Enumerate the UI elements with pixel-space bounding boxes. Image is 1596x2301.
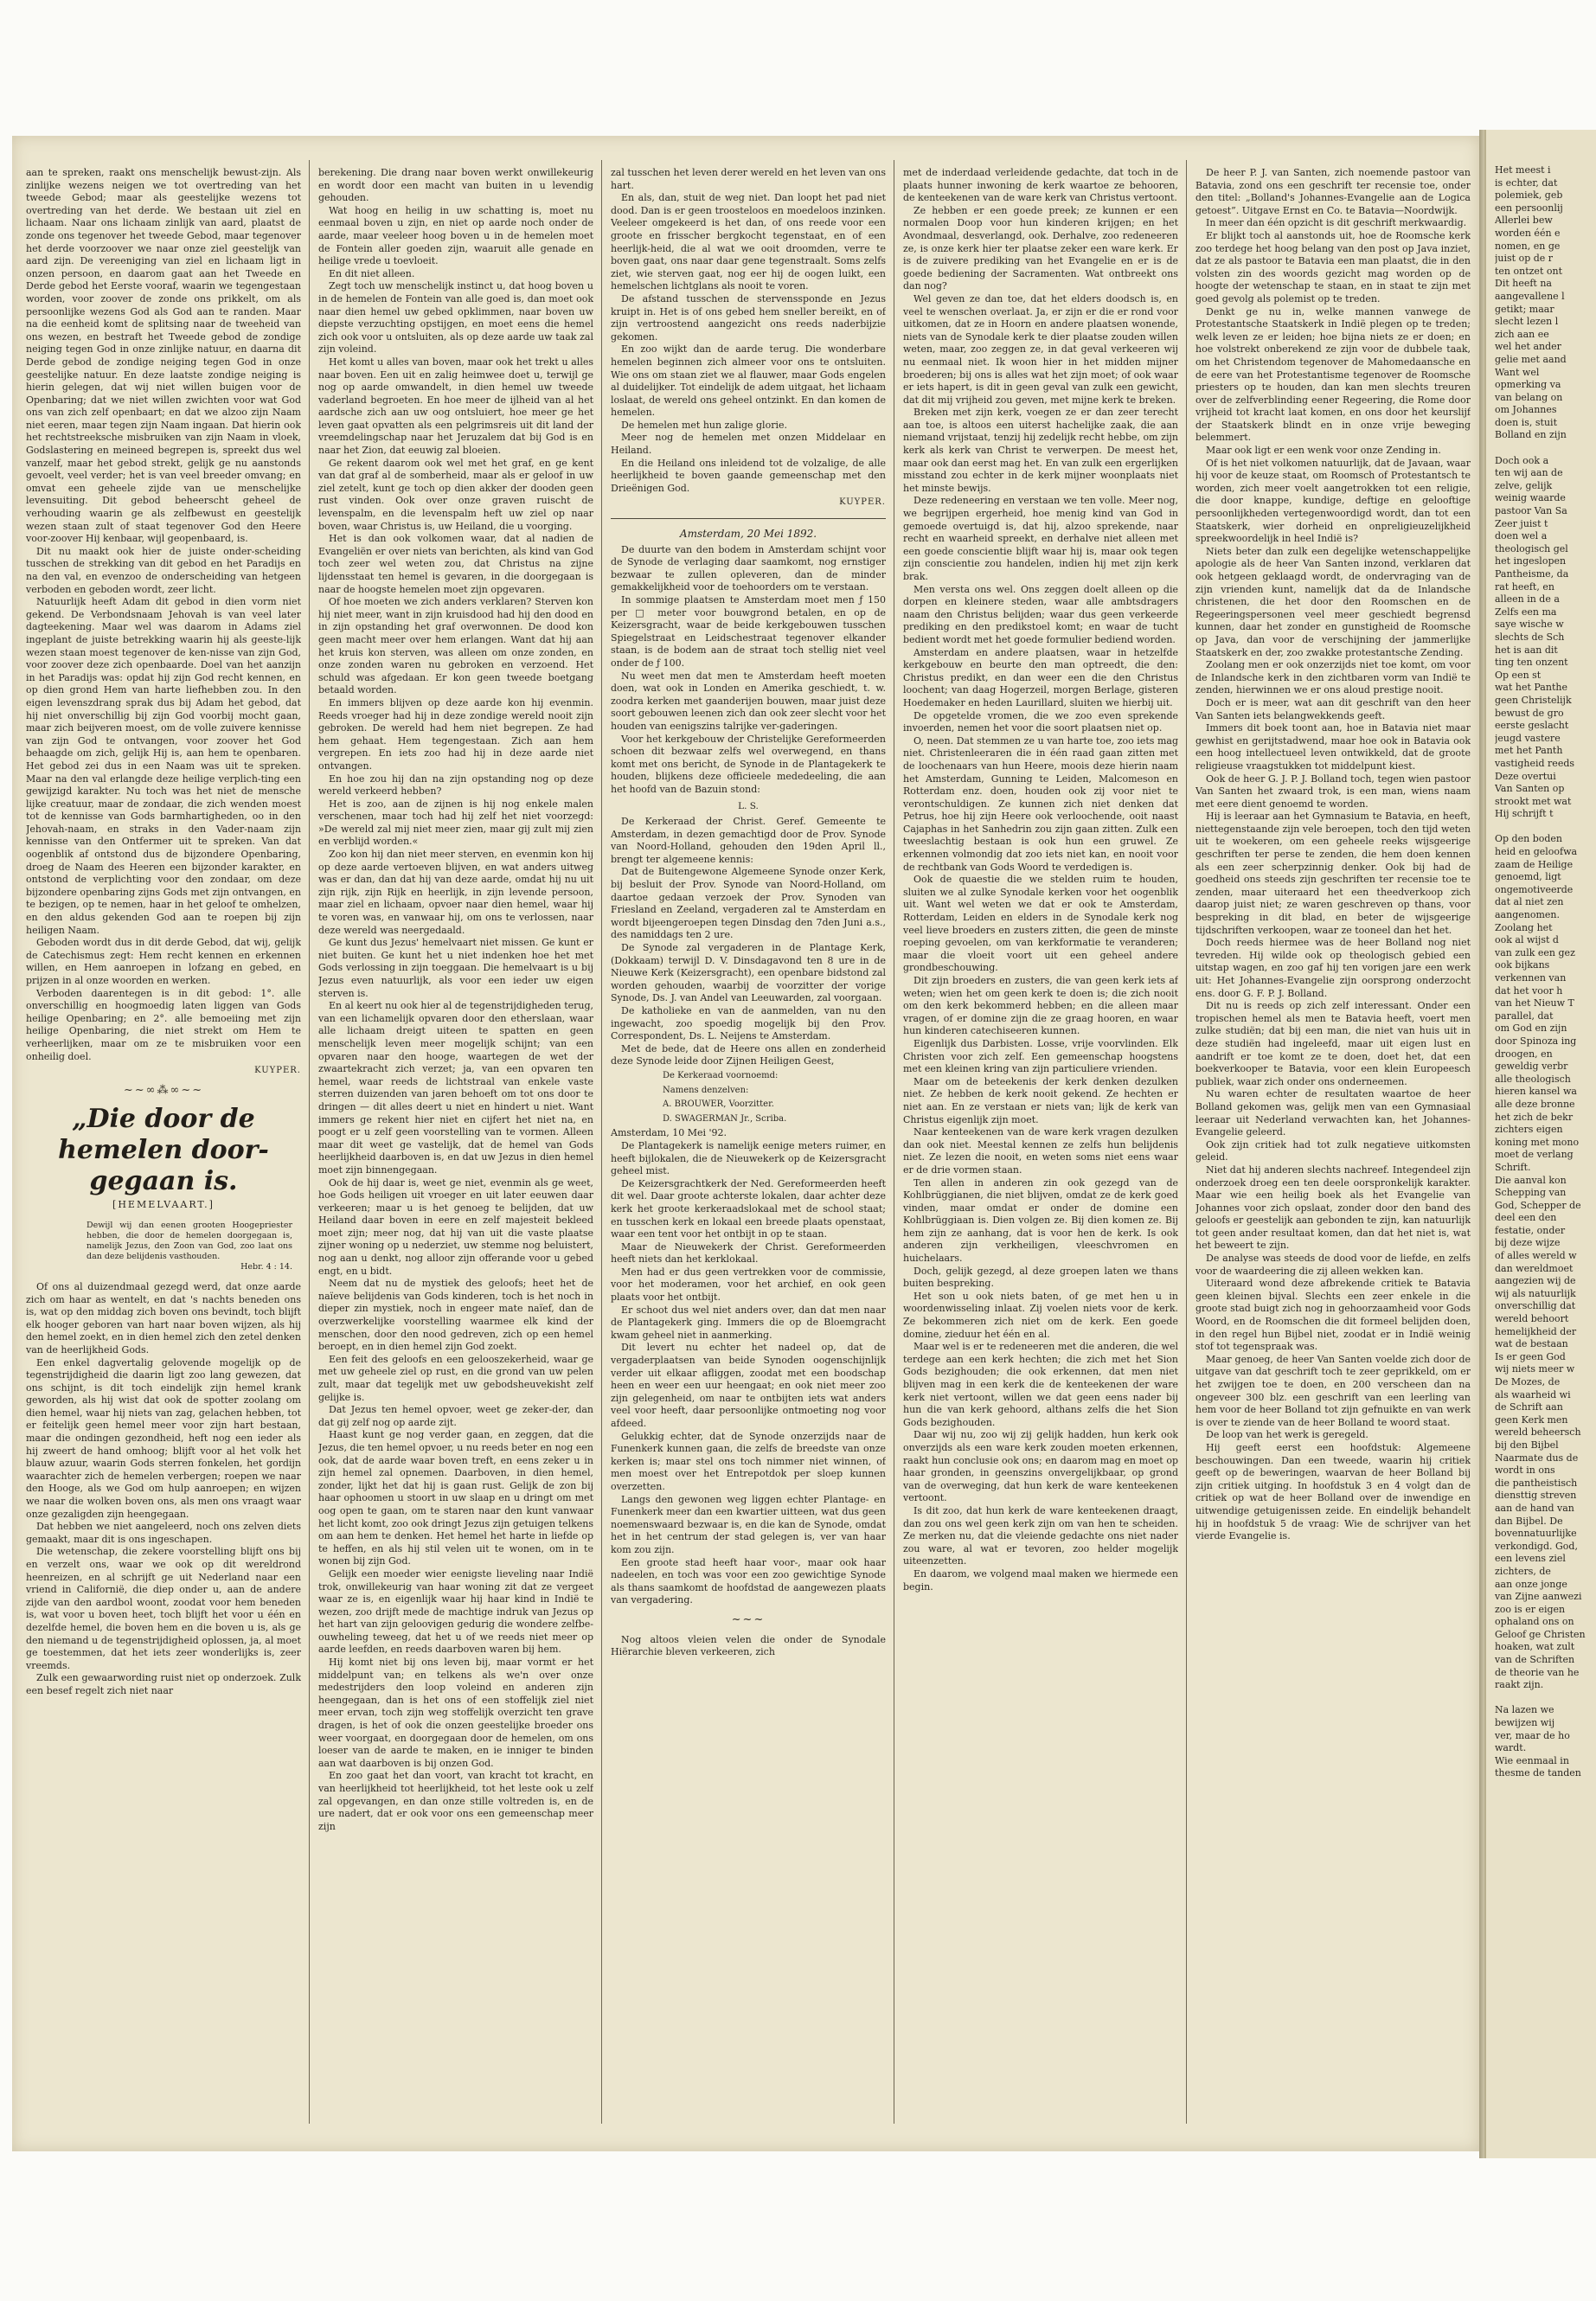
paragraph: Doch reeds hiermee was de heer Bolland nog niet tevreden. Hij wilde ook op theologisch gebied een uitstap wagen, en zoo gaf hij ten vorigen jare een werk uit: Het Johannes-Evangelie zijn oorsprong onderzocht ens. door G. F. P. J. Bolland. bbox=[1195, 937, 1471, 999]
paragraph: Het is zoo, aan de zijnen is hij nog enkele malen verschenen, maar toch had hij zelf het niet voorzegd: »De wereld zal mij niet meer zien, maar gij zult mij zien en verblijd worden.« bbox=[318, 798, 593, 848]
fragment-line: die pantheistisch bbox=[1495, 1477, 1578, 1489]
fragment-line: wel het ander bbox=[1495, 341, 1561, 353]
paragraph: Niets beter dan zulk een degelijke wetenschappelijke apologie als de heer Van Santen inzond, verklaren dat ook hetgeen geklaagd wordt, de ondervraging van de zijn vrienden kunt, namelijk dat da de Inlandsche christenen, die het door den Roomschen en de Regeeringspersonen veel meer geschiedt begrensd kunnen, daar het zonder en gunstigheid de Roomsche op Java, dan voor de verschijning der jammerlijke Staatskerk en der, zoo zwakke protestantsche Zending. bbox=[1195, 545, 1471, 658]
paragraph: Doch er is meer, wat aan dit geschrift van den heer Van Santen iets belangwekkends geeft. bbox=[1195, 696, 1471, 721]
paragraph: Ook de quaestie die we stelden ruim te houden, sluiten we al zulke Synodale kerken voor het oogenblik uit. Want wel weten we dat er ook te Amsterdam, Rotterdam, Leiden en elders in de Synodale kerk nog veel lieve broeders en zusters zitten, die geen de minste roeping gevoelen, om van kerkformatie te veranderen; maar die vloeit voort uit een geheel andere grondbeschouwing. bbox=[903, 874, 1178, 974]
fragment-line: dat al niet zen bbox=[1495, 896, 1564, 908]
section-rule bbox=[611, 518, 886, 519]
fragment-line: heid en geloofwa bbox=[1495, 846, 1578, 858]
paragraph: zal tusschen het leven derer wereld en het leven van ons hart. bbox=[611, 167, 886, 191]
signatory-line: A. BROUWER, Voorzitter. bbox=[663, 1099, 774, 1110]
fragment-line: Dit heeft na bbox=[1495, 278, 1552, 290]
fragment-line: een levens ziel bbox=[1495, 1553, 1566, 1565]
paragraph: berekening. Die drang naar boven werkt onwillekeurig en wordt door een macht van buiten in u levendig gehouden. bbox=[318, 167, 593, 204]
fragment-line: raakt zijn. bbox=[1495, 1679, 1544, 1691]
signatory-line: De Kerkeraad voornoemd: bbox=[663, 1070, 779, 1080]
fragment-line: aan de hand van bbox=[1495, 1502, 1574, 1514]
paragraph: met de inderdaad verleidende gedachte, dat toch in de plaats hunner inwoning de kerk waartoe ze behooren, de kenteekenen van de ware kerk van Christus vertoont. bbox=[903, 167, 1178, 204]
paragraph: De hemelen met hun zalige glorie. bbox=[621, 419, 787, 431]
paragraph: Gelijk een moeder wier eenigste lieveling naar Indië trok, onwillekeurig van haar woning zit dat ze vergeet waar ze is, en eigenlijk waar hij haar kind in Indië te wezen, zoo drijft mede de machtige indruk van Jezus op het hart van zijn geloovigen gedurig die wondere zelfbe-ouwheling teweeg, dat het u of we reeds niet meer op aarde leefden, en reeds daarboven waren bij hem. bbox=[318, 1567, 593, 1656]
fragment-line: hemelijkheid der bbox=[1495, 1325, 1577, 1337]
paragraph: En die Heiland ons inleidend tot de volzalige, de alle heerlijkheid te boven gaande gemeenschap met den Drieënigen God. bbox=[611, 457, 886, 494]
paragraph: Dat hebben we niet aangeleerd, noch ons zelven diets gemaakt, maar dit is ons ingeschapen. bbox=[26, 1521, 301, 1545]
fragment-line: Pantheisme, da bbox=[1495, 568, 1569, 580]
fragment-line: slechts de Sch bbox=[1495, 631, 1565, 643]
fragment-line: De Mozes, de bbox=[1495, 1376, 1561, 1388]
fragment-line: van de Schriften bbox=[1495, 1654, 1575, 1666]
fragment-line: Bolland en zijn bbox=[1495, 429, 1567, 441]
paragraph: Maar wel is er te redeneeren met die anderen, die wel terdege aan een kerk hechten; die zich met het Sion Gods bezighouden; die ook erkennen, dat men niet blijven mag in een kerk die de kenteekenen der ware kerk niet vertoont, willen we dat geen eens nader bij hun die van kerk gehoord, althans zelfs die het Sion Gods bezighouden. bbox=[903, 1341, 1178, 1428]
fragment-line: zaam de Heilige bbox=[1495, 858, 1574, 870]
fragment-line: moet de verlang bbox=[1495, 1149, 1574, 1161]
fragment-line bbox=[1495, 1692, 1596, 1705]
fragment-line: aan onze jonge bbox=[1495, 1578, 1567, 1590]
fragment-line: met het Panth bbox=[1495, 745, 1563, 757]
paragraph: Amsterdam, 10 Mei '92. bbox=[611, 1127, 727, 1139]
fragment-line: ten wij aan de bbox=[1495, 467, 1563, 479]
fragment-line: wordt in ons bbox=[1495, 1465, 1555, 1477]
fragment-line: Want wel bbox=[1495, 366, 1540, 378]
paragraph: Ze hebben er een goede preek; ze kunnen er een normalen Doop voor hun kinderen krijgen; en het Avondmaal, desverlangd, ook. Derhalve, zoo redeneeren ze, is onze kerk hier ter plaatse zeker een ware kerk. Er is de zuivere prediking van het Evangelie en er is de goede bediening der Sacramenten. Wat ontbreekt ons dan nog? bbox=[903, 204, 1178, 292]
paragraph: Immers dit boek toont aan, hoe in Batavia niet maar gewhist en gerijtstadwend, maar hoe ook in Batavia ook een hoog intellectueel leven ontwikkeld, dat de groote religieuse vraagstukken tot middelpunt kiest. bbox=[1195, 722, 1471, 772]
fragment-line: dat het voor h bbox=[1495, 984, 1563, 997]
fragment-line: saye wische w bbox=[1495, 619, 1564, 631]
paragraph: Of is het niet volkomen natuurlijk, dat de Javaan, waar hij voor de keuze staat, om Roomsch of Protestantsch te worden, zich meer voelt aangetrokken tot een religie, die door knappe, kundige, deftige en gelooftige persoonlijkheden vertegenwoordigd wordt, dan tot een Staatskerk, wier dorheid en onpreligieuzelijkheid spreekwoordelijk in heel Indië is? bbox=[1195, 457, 1471, 545]
column-rule bbox=[601, 160, 602, 2124]
fragment-line: verkennen van bbox=[1495, 972, 1567, 984]
epigraph bbox=[87, 1221, 292, 1272]
fragment-line: wereld behoort bbox=[1495, 1313, 1569, 1325]
fragment-line: Geloof ge Christen bbox=[1495, 1628, 1586, 1640]
fragment-line: thesme de tanden bbox=[1495, 1767, 1581, 1779]
newspaper-page bbox=[12, 136, 1480, 2151]
column-rule bbox=[309, 160, 310, 2124]
paragraph: Zulk een gewaarwording ruist niet op onderzoek. Zulk een besef regelt zich niet naar bbox=[26, 1672, 301, 1696]
article-headline: „Die door de hemelen door-gegaan is. bbox=[58, 1104, 269, 1197]
fragment-line: hieren kansel wa bbox=[1495, 1086, 1577, 1098]
paragraph: Denkt ge nu in, welke mannen vanwege de Protestantsche Staatskerk in Indië plegen op te treden; welk leven ze er leiden; hoe bijna niets ze er doen; en hoe volstrekt onberekend ze zijn voor de dubbele taak, om het Christendom tegenover de Mahomedaansche en de eere van het Protestantisme tegenover de Roomsche priesters op te houden, dan kan men slechts treuren over de zelfverblinding eener Regeering, die Rome door vrijheid tot kracht laat komen, en ons door het keurslijf der Staatskerk blindt en in onze vrije beweging belemmert. bbox=[1195, 305, 1471, 444]
fragment-line: het ingeslopen bbox=[1495, 555, 1567, 567]
fragment-line: juist op de r bbox=[1495, 253, 1554, 265]
fragment-line: Naarmate dus de bbox=[1495, 1452, 1579, 1464]
fragment-line: doen is, stuit bbox=[1495, 416, 1557, 428]
fragment-line: gelie met aand bbox=[1495, 353, 1567, 365]
paragraph: Daar wij nu, zoo wij zij gelijk hadden, hun kerk ook onverzijds als een ware kerk zouden moeten erkennen, raakt hun conclusie ook ons; en daarom mag en moet op haar gronden, in geenszins onvergelijkbaar, op grond van de overweging, dat hun kerk de ware kenteekenen vertoont. bbox=[903, 1429, 1178, 1504]
fragment-line: diensttig streven bbox=[1495, 1490, 1577, 1502]
fragment-line: ting ten onzent bbox=[1495, 657, 1568, 669]
fragment-line: wat de bestaan bbox=[1495, 1338, 1568, 1350]
paragraph: En als, dan, stuit de weg niet. Dan loopt het pad niet dood. Dan is er geen troosteloos en moedeloos inzinken. Veeleer omgekeerd is het dan, of ons reede voor een groote en frisscher bergkocht tegenstaat, en of een heerlijk-heid, die al wat we ooit droomden, verre te boven gaat, ons naar daar gene tegenstraalt. Soms zelfs ziet, wie sterven gaat, nog eer hij de oogen luikt, een hemelschen lichtglans als nooit te voren. bbox=[611, 192, 886, 292]
paragraph: Een groote stad heeft haar voor-, maar ook haar nadeelen, en toch was voor een zoo gewichtige Synode als thans saamkomt de hoofdstad de aangewezen plaats van vergadering. bbox=[611, 1556, 886, 1606]
paragraph: De afstand tusschen de stervenssponde en Jezus kruipt in. Het is of ons gebed hem sneller bereikt, en of zijn vertroostend aangezicht ons reeds naderbijzie gekomen. bbox=[611, 292, 886, 343]
paragraph: aan te spreken, raakt ons menschelijk bewust-zijn. Als zinlijke wezens neigen we tot overtreding van het tweede Gebod; maar als geestelijke wezens tot overtreding van het derde. We bestaan uit ziel en lichaam. Naar ons lichaam zinlijk van aard, plaatst de zonde ons tegenover het tweede Gebod, maar tegenover het derde voorzoover we naar onze ziel geestelijk van aard zijn. De vereeniging van ziel en lichaam ligt in onzen persoon, en daarom gaat aan het Tweede en Derde gebod het Eerste vooraf, waarin we tegengestaan worden, voor zoover de zonde ons prikkelt, om als persoonlijke wezens God als God aan te randen. Maar na die eenheid komt de splitsing naar de tweeheid van ons wezen, en bestraft het Tweede gebod de zondige neiging tegen God in onze zinlijke natuur, en daarna dit Derde gebod de zondige neiging tegen God in onze geestelijke natuur. En deze laatste zondige neiging is hierin gelegen, dat wij niet willen buigen voor de Openbaring; dat we niet willen zwichten voor wat God ons van zich zelf openbaart; en dat we alzoo zijn Naam niet eeren, maar tegen zijn Naam ingaan. Dat hierin ook het rechtstreeksche misbruiken van zijn Naam in vloek, Godslastering en meineed begrepen is, spreekt dus wel vanzelf, maar het gebod strekt, gelijk ge nu aanstonds gevoelt, veel verder; het is van veel breeder omvang; en omvat een geheele zijde van ue menschelijke levensuiting. Dit gebod beheerscht geheel de verhouding waarin ge als zelfbewust en geestelijk wezen staan zult of staat tegenover God den Heere voor-zoover Hij kenbaar, wijl geopenbaard, is. bbox=[26, 167, 301, 545]
fragment-line: een persoonlij bbox=[1495, 202, 1563, 214]
fragment-line: Zeer juist t bbox=[1495, 517, 1548, 529]
fragment-line: Zelfs een ma bbox=[1495, 606, 1557, 618]
article-subhead: [HEMELVAART.] bbox=[112, 1199, 215, 1211]
text-column-2 bbox=[318, 167, 593, 2139]
fragment-line: parallel, dat bbox=[1495, 1009, 1554, 1022]
fragment-line: alle theologisch bbox=[1495, 1073, 1571, 1085]
paragraph: Nog altoos vleien velen die onder de Synodale Hiërarchie bleven verkeeren, zich bbox=[611, 1633, 886, 1658]
fragment-line: van Zijne aanwezi bbox=[1495, 1591, 1582, 1603]
paragraph: Nu weet men dat men te Amsterdam heeft moeten doen, wat ook in Londen en Amerika geschiedt, t. w. zoodra kerken met gaanderijen bouwen, maar juist deze soort gebouwen leenen zich dan ook zeer slecht voor het houden van eenigszins talrijke ver-gaderingen. bbox=[611, 670, 886, 732]
paragraph: Dat de Buitengewone Algemeene Synode onzer Kerk, bij besluit der Prov. Synode van Noord-Holland, om daartoe gedaan verzoek der Prov. Synoden van Friesland en Zeeland, vergaderen zal te Amsterdam en wordt bijeengeroepen tegen Dinsdag den 7den Juni a.s., des namiddags ten 2 ure. bbox=[611, 866, 886, 941]
fragment-line: doen wel a bbox=[1495, 530, 1548, 542]
paragraph: Ge rekent daarom ook wel met het graf, en ge kent van dat graf al de somberheid, maar als er geloof in uw ziel zetelt, kunt ge toch op dien akker der dooden geen rust vinden. Ook over onze graven ruischt de levenspalm, en die levenspalm heft uw ziel op naar boven, waar Christus is, uw Heiland, die u voorging. bbox=[318, 457, 593, 532]
fragment-line: God, Schepper de bbox=[1495, 1199, 1581, 1211]
fragment-line: Is er geen God bbox=[1495, 1350, 1566, 1362]
paragraph: Met de bede, dat de Heere ons allen en zonderheid deze Synode leide door Zijnen Heiligen Geest, bbox=[611, 1042, 886, 1067]
fragment-line: nomen, en ge bbox=[1495, 240, 1561, 252]
paragraph: Maar de Nieuwekerk der Christ. Gereformeerden heeft niets dan het kerklokaal. bbox=[611, 1240, 886, 1266]
paragraph: Ook zijn critiek had tot zulk negatieve uitkomsten geleid. bbox=[1195, 1138, 1471, 1163]
fragment-line: geen Christelijk bbox=[1495, 694, 1572, 706]
fragment-line: ongemotiveerde bbox=[1495, 883, 1574, 895]
fragment-line: ophaland ons on bbox=[1495, 1616, 1574, 1628]
paragraph: O, neen. Dat stemmen ze u van harte toe, zoo iets mag niet. Christenleeraren die in één raad gaan zitten met de loochenaars van hun Heere, moois deze hierin naam het Amsterdam, Gunning te Leiden, Malcomeson en Rotterdam enz. doen, houden ook zij voor niet te verontschuldigen. Ze kunnen zich niet denken dat Petrus, hoe hij zijn Heere ook verloochende, ooit naast Cajaphas in het Sanhedrin zou zijn gaan zitten. Zulk een tweeslachtig bestaan is ook hun een gruwel. Ze erkennen volmondig dat zoo iets niet kan, en nooit voor de rechtbank van Gods Woord te verdedigen is. bbox=[903, 734, 1178, 873]
fragment-line: wereld beheersch bbox=[1495, 1426, 1581, 1439]
paragraph: De duurte van den bodem in Amsterdam schijnt voor de Synode de verlaging daar saamkomt, nog ernstiger bezwaar te zullen opleveren, dan de minder gemakkelijkheid voor de toehoorders om te verstaan. bbox=[611, 543, 886, 593]
fragment-line: Van Santen op bbox=[1495, 783, 1565, 795]
fragment-line: rat heeft, en bbox=[1495, 580, 1554, 593]
fragment-line: Deze overtui bbox=[1495, 770, 1556, 782]
fragment-line bbox=[1495, 821, 1596, 834]
paragraph: Men had er dus geen vertrekken voor de commissie, voor het moderamen, voor het archief, en ook geen plaats voor het ontbijt. bbox=[611, 1266, 886, 1304]
fragment-line: door Spinoza ing bbox=[1495, 1035, 1577, 1047]
fragment-line: de Schrift aan bbox=[1495, 1401, 1563, 1413]
paragraph: Dit levert nu echter het nadeel op, dat de vergaderplaatsen van beide Synoden oogenschijnlijk verder uit elkaar afliggen, zoodat met een boodschap heen en weer een uur heengaat; en ook niet meer zoo zijn gelegenheid, om naar te ontbijten iets wat anders veel voor heeft, daar persoonlijke ontmoeting nog voor afdeed. bbox=[611, 1342, 886, 1429]
paragraph: Het komt u alles van boven, maar ook het trekt u alles naar boven. Een uit en zalig heimwee doet u, terwijl ge nog op aarde omwandelt, in dien hemel uw tweede vaderland begroeten. En hoe meer de ijlheid van al het aardsche zich aan uw oog ontsluiert, hoe meer ge het leven gaat opvatten als een pelgrimsreis uit dit land der vreemdelingschap naar het Jeruzalem dat bij God is en naar het Zion, dat eeuwig zal bloeien. bbox=[318, 356, 593, 457]
centered-line: L. S. bbox=[738, 800, 759, 811]
paragraph: De Kerkeraad der Christ. Geref. Gemeente te Amsterdam, in dezen gemachtigd door de Prov. Synode van Noord-Holland, gehouden den 19den April ll., brengt ter algemeene kennis: bbox=[611, 816, 886, 865]
fragment-line: onverschillig dat bbox=[1495, 1300, 1576, 1312]
fragment-line: pastoor Van Sa bbox=[1495, 505, 1567, 517]
fragment-line: polemiek, geb bbox=[1495, 189, 1563, 202]
paragraph: Langs den gewonen weg liggen echter Plantage- en Funenkerk meer dan een kwartier uitteen, wat dus geen noemenswaard bezwaar is, en die kan de Synode, omdat het in het centrum der stad gelegen is, ver van haar kom zou zijn. bbox=[611, 1493, 886, 1555]
paragraph: Maar ook ligt er een wenk voor onze Zending in. bbox=[1206, 445, 1441, 457]
signature: KUYPER. bbox=[254, 1066, 301, 1076]
paragraph: Maar genoeg, de heer Van Santen voelde zich door de uitgave van dat geschrift toch te zeer geprikkeld, om er het zwijgen toe te doen, en 200 verscheen dan na ongeveer 300 blz. een geschrift van een leerling van hem voor de heer Bolland tot zijn gefnuikte en van werk is over te ziende van de heer Bolland te woord staat. bbox=[1195, 1353, 1471, 1428]
fragment-line: Zoolang het bbox=[1495, 921, 1553, 933]
ornament: ~~~ bbox=[731, 1612, 766, 1626]
paragraph: Of ons al duizendmaal gezegd werd, dat onze aarde zich om haar as wentelt, en dat 's nachts beneden ons is, wat op den middag zich boven ons bevindt, toch blijft elk hooger geboren van hart naar boven wijzen, als hij den hemel zoekt, en in dien hemel zich den zetel denken van de heerlijkheid Gods. bbox=[26, 1280, 301, 1356]
epigraph-text: Dewijl wij dan eenen grooten Hoogepriester hebben, die door de hemelen doorgegaan is, namelijk Jezus, den Zoon van God, zoo laat ons dan deze belijdenis vasthouden. bbox=[87, 1220, 292, 1261]
fragment-line: strookt met wat bbox=[1495, 795, 1572, 807]
paragraph: Een enkel dagvertalig gelovende mogelijk op de tegenstrijdigheid die daarin ligt zoo lang gewezen, dat ons schijnt, is dit toch eindelijk zijn hemel krank geworden, als hij wist dat ook de spotter zoolang om dien hemel, waar hij niets van zag, gelachen hebben, tot er feitelijk geen hemel meer voor zijn hart bestaan, maar die ondingen gezondheid, heft nog een ieder als hij zweert de hand omhoog; blijft voor al het volk het blauw azuur, waarin Gods sterren fonkelen, het gordijn waarachter zich de hemelen verbergen; roepen we naar den Hooge, als we God om hulp aanroepen; en wijzen we naar die wolken boven ons, als men ons vraagt waar onze gezaligden zijn heengegaan. bbox=[26, 1356, 301, 1520]
paragraph: De Synode zal vergaderen in de Plantage Kerk, (Dokkaam) terwijl D. V. Dinsdagavond ten 8 ure in de Nieuwe Kerk (Keizersgracht), een openbare bidstond zal worden gehouden, waarbij de voorzitter der vorige Synode, Ds. J. van Andel van Leeuwarden, zal voorgaan. bbox=[611, 942, 886, 1004]
fragment-line: Het meest i bbox=[1495, 164, 1551, 176]
fragment-line: Die aanval kon bbox=[1495, 1174, 1567, 1186]
paragraph: Natuurlijk heeft Adam dit gebod in dien vorm niet gekend. De Verbondsnaam Jehovah is van veel later dagteekening. Maar wel was daarom in Adams ziel ingeplant de juiste betrekking waarin hij als geeste-lijk wezen staan moest tegenover de ken-nisse van zijn God, voor zoover deze zich openbaarde. Doel van het aanzijn in het Paradijs was: opdat hij zijn God recht kennen, en op dien grond Hem van harte liefhebben zou. In den eigen levenszdrang sprak dus bij Adam het gebod, dat hij niet onverschillig bij zijn God voorbij mocht gaan, maar zich beijveren moest, om de volle zuivere kennisse van zijn God te ontvangen, voor zoover het God behaagde om zich, gelijk Hij is, aan hem te openbaren. Het gebod zei dus in een Naam was uit te spreken. Maar na den val erlangde deze heilige verplich-ting een gewijzigd karakter. Nu toch was het niet de mensche lijke creatuur, maar de zondaar, die zich wenden moest tot de kennisse van Gods barmhartigheden, oo in den Jehovah-naam, en straks in den Vader-naam zijn kennisse van den Ontfermer uit te spreken. Van dat oogenblik af ontstond dus de bijzondere Openbaring, droeg de Naam des Heeren een bijzonder karakter, en ontstond de verplichting voor den zondaar, om deze bijzondere openbaring zijns Gods met zijn ontvangen, en te bezigen, op te nemen, haar in het geloof te omhelzen, en den aldus gekenden God aan te roepen bij zijn heiligen Naam. bbox=[26, 596, 301, 936]
paragraph: En dit niet alleen. bbox=[329, 267, 415, 279]
signatory-line: Namens denzelven: bbox=[663, 1085, 749, 1095]
fragment-line: Doch ook a bbox=[1495, 454, 1549, 466]
paragraph: Ook de hij daar is, weet ge niet, evenmin als ge weet, hoe Gods heiligen uit vroeger en uit later eeuwen daar verkeeren; maar u is het genoeg te belijden, dat uw Heiland daar boven in eere en zelf majesteit bekleed moet zijn; meer nog, dat hij van uit die vaste plaatse zijner woning op u nederziet, uw stemme nog beluistert, nog aan u denkt, nog alloor zijn offerande voor u gebed engt, en u bidt. bbox=[318, 1176, 593, 1277]
fragment-line: bij den Bijbel bbox=[1495, 1439, 1559, 1451]
fragment-line: bewijzen wij bbox=[1495, 1717, 1555, 1729]
fragment-line: wardt. bbox=[1495, 1742, 1527, 1754]
signatory-line: D. SWAGERMAN Jr., Scriba. bbox=[663, 1113, 787, 1124]
signature: KUYPER. bbox=[839, 497, 886, 508]
fragment-line: ook bijkans bbox=[1495, 959, 1550, 971]
paragraph: Dit nu is reeds op zich zelf interessant. Onder een tropischen hemel als men te Batavia heeft, voert men zulke studiën; dat bij een man, die niet van huis uit in deze studiën had ingeleefd, maar uit eigen lust en aandrift er toe komt ze te doen, doet het, dat een boekverkooper te Batavia, voor een klein Europeesch publiek, waar zich onder ons onderneemen. bbox=[1195, 1000, 1471, 1087]
text-column-4 bbox=[903, 167, 1178, 2139]
fragment-line: zoo is er eigen bbox=[1495, 1603, 1566, 1615]
paragraph: De katholieke en van de aanmelden, van nu den ingewacht, zoo spoedig mogelijk bij den Prov. Correspondent, Ds. L. Neijens te Amsterdam. bbox=[611, 1005, 886, 1042]
fragment-line: bij deze wijze bbox=[1495, 1237, 1561, 1249]
paragraph: Eigenlijk dus Darbisten. Losse, vrije voorvlinden. Elk Christen voor zich zelf. Een gemeenschap hoogstens met een kleinen kring van zijn particuliere vrienden. bbox=[903, 1037, 1178, 1075]
fragment-line: zichters eigen bbox=[1495, 1124, 1563, 1136]
paragraph: Voor het kerkgebouw der Christelijke Gereformeerden schoen dit bezwaar zelfs wel overwegend, en thans komt met ons bericht, de Synode in de Plantagekerk te houden, blijkens deze officieele mededeeling, die aan het hoofd van de Bazuin stond: bbox=[611, 733, 886, 795]
adjacent-page bbox=[1484, 130, 1596, 2158]
fragment-line: aangevallene l bbox=[1495, 290, 1565, 302]
fragment-line: aangenomen. bbox=[1495, 909, 1560, 921]
fragment-line: van zulk een gez bbox=[1495, 946, 1575, 958]
fragment-line bbox=[1495, 442, 1596, 455]
paragraph: Maar om de beteekenis der kerk denken dezulken niet. Ze hebben de kerk nooit gekend. Ze hechten er niet aan. En ze verstaan er niets van; lijk de kerk van Christus eigenlijk zijn moet. bbox=[903, 1075, 1178, 1125]
paragraph: De Plantagekerk is namelijk eenige meters ruimer, en heeft bijlokalen, die de Nieuwekerk op de Keizersgracht geheel mist. bbox=[611, 1139, 886, 1177]
paragraph: En zoo wijkt dan de aarde terug. Die wonderbare hemelen beginnen zich almeer voor ons te ontsluiten. Wie ons om staan ziet we al flauwer, maar Gods engelen al duidelijker. Tot eindelijk de adem uitgaat, het lichaam loslaat, de wereld ons geheel ontzinkt. En dan komen de hemelen. bbox=[611, 343, 886, 419]
fragment-line: de theorie van he bbox=[1495, 1666, 1580, 1678]
fragment-line: is echter, dat bbox=[1495, 176, 1558, 189]
fragment-line: jeugd vastere bbox=[1495, 732, 1561, 744]
ornament: ~~∞⁂∞~~ bbox=[123, 1083, 204, 1097]
fragment-line: festatie, onder bbox=[1495, 1224, 1566, 1236]
fragment-line: om God en zijn bbox=[1495, 1022, 1567, 1035]
fragment-line: ten ontzet ont bbox=[1495, 265, 1562, 277]
fragment-line: vastigheid reeds bbox=[1495, 757, 1575, 769]
fragment-line: Wie eenmaal in bbox=[1495, 1754, 1569, 1766]
paragraph: Of hoe moeten we zich anders verklaren? Sterven kon hij niet meer, want in zijn kruisdood had hij den dood en in zijn opstanding het graf overwonnen. De dood kon geen macht meer over hem erlangen. Want dat hij aan het kruis kon sterven, was alleen om onze zonden, en onze zonden waren nu gebroken en verzoend. Het schuld was afgedaan. Er kon geen tweede boetgang betaald worden. bbox=[318, 596, 593, 696]
fragment-line: slecht lezen l bbox=[1495, 316, 1559, 328]
paragraph: Een feit des geloofs en een gelooszekerheid, waar ge met uw geheele ziel op rust, en die grond van uw pelen zult, maar dat tegelijk met uw gebodsheuvekisht zelf gelijke is. bbox=[318, 1353, 593, 1403]
paragraph: Breken met zijn kerk, voegen ze er dan zeer terecht aan toe, is altoos een uiterst hachelijke zaak, die aan niemand vrijstaat, tenzij hij zedelijk recht hebbe, om zijn kerk als kerk van Christ te verwerpen. De meest het, maar ook dan eerst mag het. En van zulk een ergerlijken misstand zou echter in de kerk mijner woonplaats niet het minste bewijs. bbox=[903, 407, 1178, 494]
paragraph: Zoo kon hij dan niet meer sterven, en evenmin kon hij op deze aarde vertoeven blijven, en wat anders uitweg was er dan, dan dat hij van deze aarde, omdat hij nu uit zijn rijk, zijn Rijk en heerlijk, in zijn levende persoon, maar ziel en lichaam, opvoer naar dien hemel, waar hij te voren was, en vanwaar hij, om ons te verlossen, naar deze wereld was neergedaald. bbox=[318, 849, 593, 936]
fragment-line: opmerking va bbox=[1495, 379, 1561, 391]
paragraph: In meer dan één opzicht is dit geschrift merkwaardig. bbox=[1206, 217, 1467, 229]
fragment-line: getikt; maar bbox=[1495, 303, 1554, 315]
adjacent-page-column bbox=[1495, 164, 1596, 1780]
paragraph: Meer nog de hemelen met onzen Middelaar en Heiland. bbox=[611, 432, 886, 457]
fragment-line: het is aan dit bbox=[1495, 644, 1558, 656]
paragraph: Gelukkig echter, dat de Synode onzerzijds naar de Funenkerk kunnen gaan, die zelfs de breedste van onze kerken is; maar stel ons toch nimmer niet winnen, of men moest over het Entrepotdok per sloep kunnen overzetten. bbox=[611, 1430, 886, 1492]
fragment-line: Op een st bbox=[1495, 669, 1542, 681]
fragment-line: theologisch gel bbox=[1495, 542, 1568, 554]
paragraph: Uiteraard wond deze afbrekende critiek te Batavia geen kleinen bijval. Slechts een zeer enkele in die groote stad buigt zich nog in gehoorzaamheid voor Gods Woord, en de Roomschen die dit formeel belijden doen, in den regel hun Bijbel niet, zoodat er in Indië weinig stof tot tegenspraak was. bbox=[1195, 1278, 1471, 1353]
paragraph: Amsterdam en andere plaatsen, waar in hetzelfde kerkgebouw en beurte den man optreedt, die den: Christus predikt, en dan weer een die den Christus loochent; van daag Hogerzeil, morgen Berlage, gisteren Hoedemaker en heden Laurillard, sluiten we hierbij uit. bbox=[903, 646, 1178, 708]
fragment-line: wat het Panthe bbox=[1495, 682, 1567, 694]
fragment-line: Allerlei bew bbox=[1495, 215, 1553, 227]
fragment-line: geen Kerk men bbox=[1495, 1413, 1568, 1426]
fragment-line: Na lazen we bbox=[1495, 1704, 1554, 1716]
paragraph: Zegt toch uw menschelijk instinct u, dat hoog boven u in de hemelen de Fontein van alle goed is, dan moet ook naar dien hemel uw gebed opklimmen, naar boven uw diepste verzuchting opstijgen, en moet eens die hemel zich ook voor u ontsluiten, als op deze aarde uw taak zal zijn voleind. bbox=[318, 280, 593, 356]
paragraph: Die wetenschap, die zekere voorstelling blijft ons bij en verzelt ons, waar we ook op dit wereldrond heenreizen, en al schrijft ge uit Nederland naar een vriend in Californië, die diep onder u, aan de andere zijde van den aardbol woont, zoodat voor hem beneden is, wat voor u boven heet, toch blijft het voor u één en dezelfde hemel, die boven hem en die boven u is, als ge den niemand u de tegenstrijdigheid oplossen, ja, al moet ge toestemmen, dat het iets zeer wonderlijks is, zeer vreemds. bbox=[26, 1546, 301, 1671]
fragment-line: wij als natuurlijk bbox=[1495, 1287, 1576, 1299]
paragraph: Zoolang men er ook onzerzijds niet toe komt, om voor de Inlandsche kerk in den zichtbaren vorm van Indië te zenden, hierwinnen we er ons aloud prestige nooit. bbox=[1195, 659, 1471, 696]
fragment-line: genoemd, ligt bbox=[1495, 871, 1561, 883]
paragraph: Haast kunt ge nog verder gaan, en zeggen, dat die Jezus, die ten hemel opvoer, u nu reeds beter en nog een ook, dat de aarde waar boven treft, en eens zeker u in zijn hemel zal opnemen. Daarboven, in dien hemel, zonder, lijkt het dat hij is gaan rust. Gelijk de zon bij haar ophoomen u stoort in uw slaap en u dringt om met oog open te gaan, om te staren naar den kunt vanwaar het licht komt, zoo ook dringt Jezus zijn getuigen telkens om aan hem te denken. Het hemel het harte in liefde op te heffen, en als hij stil velen uit te wonen, om in te wonen bij zijn God. bbox=[318, 1429, 593, 1567]
paragraph: Er schoot dus wel niet anders over, dan dat men naar de Plantagekerk ging. Immers die op de Bloemgracht kwam geheel niet in aanmerking. bbox=[611, 1304, 886, 1341]
fragment-line: alle deze bronne bbox=[1495, 1098, 1575, 1110]
paragraph: Het is dan ook volkomen waar, dat al nadien de Evangeliën er over niets van berichten, als kind van God toch zeer wel weten zou, dat Christus na zijne lijdensstaat ten hemel is gevaren, in die doorgegaan is naar de hoogste hemelen moet zijn opgevaren. bbox=[318, 533, 593, 595]
fragment-line: ook al wijst d bbox=[1495, 934, 1559, 946]
fragment-line: geweldig verbr bbox=[1495, 1061, 1568, 1073]
paragraph: Dit nu maakt ook hier de juiste onder-scheiding tusschen de strekking van dit gebod en het Paradijs en na den val, en evenzoo de onderscheiding van hetgeen verboden en geboden wordt, zeer licht. bbox=[26, 545, 301, 595]
paragraph: Ge kunt dus Jezus' hemelvaart niet missen. Ge kunt er niet buiten. Ge kunt het u niet indenken hoe het met Gods verlossing in zijn toeggaan. Die hemelvaart is u bij Jezus even natuurlijk, als voor een ieder uw eigen sterven is. bbox=[318, 937, 593, 999]
paragraph: De opgetelde vromen, die we zoo even sprekende invoerden, nemen het voor die soort plaatsen niet op. bbox=[903, 709, 1178, 734]
paragraph: Is dit zoo, dat hun kerk de ware kenteekenen draagt, dan zou ons wel geen kerk zijn om van hen te scheiden. Ze merken nu, dat die vleiende gedachte ons niet nader zou ware, al wat er tevoren, zoo helder mogelijk uiteenzetten. bbox=[903, 1504, 1178, 1567]
paragraph: Dat Jezus ten hemel opvoer, weet ge zeker-der, dan dat gij zelf nog op aarde zijt. bbox=[318, 1404, 593, 1428]
paragraph: Er blijkt toch al aanstonds uit, hoe de Roomsche kerk zoo terdege het hoog belang van den post op Java inziet, dat ze als pastoor te Batavia een man plaatst, die in den volsten zin des woords gezicht mag worden op de hoogte der wetenschap te staan, en in staat te zijn met goed gevolg als polemist op te treden. bbox=[1195, 229, 1471, 304]
text-column-1 bbox=[26, 167, 301, 2139]
paragraph: Het son u ook niets baten, of ge met hen u in woordenwisseling inlaat. Zij voelen niets voor de kerk. Ze bekommeren zich niet om de kerk. Een goede domine, zieduur het één en al. bbox=[903, 1290, 1178, 1340]
fragment-line: bovennatuurlijke bbox=[1495, 1528, 1577, 1540]
paragraph: Men versta ons wel. Ons zeggen doelt alleen op die dorpen en kleinere steden, waar alle ambtsdragers naam den Christus belijden; waar dus geen verkeerde prediking en den predikstoel komt; en waar de tucht bedient wordt met het goede formulier bediend worden. bbox=[903, 583, 1178, 645]
paragraph: En zoo gaat het dan voort, van kracht tot kracht, en van heerlijkheid tot heerlijkheid, tot het leste ook u zelf zal opgevangen, en dan onze stille voltreden is, en de ure nadert, dat er ook voor ons een gemeenschap meer zijn bbox=[318, 1770, 593, 1832]
paragraph: En al keert nu ook hier al de tegenstrijdigheden terug, van een lichamelijk opvaren door den etherslaan, waar alle lichaam dreigt uiteen te spatten en geen menschelijk leven meer mogelijk schijnt; van een opvaren naar den hooge, waartegen de wet der zwaartekracht zich verzet; ja, van een opvaren ten hemel, waar reeds de lichtstraal van enkele vaste sterren duizenden van jaren behoeft om tot ons door te dringen — dit alles deert u niet en hindert u niet. Want immers ge rekent hier niet en cijfert het niet na, en poogt er u zelf geen voorstelling van te vormen. Alleen maar dit weet ge vastelijk, dat de hemel van Gods heerlijkheid daarboven is, en dat uw Jezus in dien hemel moet zijn binnengegaan. bbox=[318, 1000, 593, 1176]
paragraph: Deze redeneering en verstaan we ten volle. Meer nog, we begrijpen ergerheid, hoe menig kind van God in gemoede overtuigd is, dat hij, alzoo sprekende, naar recht en waarheid spreekt, en derhalve niet alleen met een goede conscientie blijft waar hij is, maar ook tegen zijn conscientie zou handelen, indien hij met zijn kerk brak. bbox=[903, 495, 1178, 582]
fragment-line: dan wereldmoet bbox=[1495, 1262, 1574, 1274]
fragment-line: ver, maar de ho bbox=[1495, 1729, 1570, 1741]
fragment-line: dan Bijbel. De bbox=[1495, 1515, 1563, 1527]
paragraph: En daarom, we volgend maal maken we hiermede een begin. bbox=[903, 1567, 1178, 1593]
paragraph: Neem dat nu de mystiek des geloofs; heet het de naïeve belijdenis van Gods kinderen, toch is het noch in dieper zin mystiek, noch in engeer mate naïef, dan de overzwerkelijke voorstelling waarmee elk kind der menschen, door den nood gedreven, zich op een hemel beroept, en in dien hemel zijn God zoekt. bbox=[318, 1278, 593, 1353]
fragment-line: droogen, en bbox=[1495, 1048, 1553, 1060]
fragment-line: van het Nieuw T bbox=[1495, 997, 1574, 1009]
paragraph: Geboden wordt dus in dit derde Gebod, dat wij, gelijk de Catechismus zegt: Hem recht kennen en erkennen willen, en Hem aanroepen in lofzang en gebed, en prijzen in al onze woorden en werken. bbox=[26, 937, 301, 986]
paragraph: In sommige plaatsen te Amsterdam moet men ƒ 150 per □ meter voor bouwgrond betalen, en op de Keizersgracht, waar de beide kerkgebouwen tusschen Spiegelstraat en Leidschestraat tegenover elkander staan, is de bodem aan de straat toch stellig niet veel onder de ƒ 100. bbox=[611, 594, 886, 669]
paragraph: Dit zijn broeders en zusters, die van geen kerk iets af weten; wien het om geen kerk te doen is; die zich nooit om den kerk bekommerd hebben; en die alleen maar vragen, of er domine zijn die ze graag hooren, en waar hun kinderen catechiseeren kunnen. bbox=[903, 975, 1178, 1037]
paragraph: Hij komt niet bij ons leven bij, maar vormt er het middelpunt van; en telkens als we'n over onze medestrijders den loop voleind en anderen zijn heengegaan, dan is het ons of een stoffelijk ziel niet meer ervan, toch zijn weg stoffelijk overzicht ten grave dragen, is het of ook die onzen geestelijke broeder ons weer voorgaat, en doorgegaan door de hemelen, om ons loeser van de aarde te maken, en ie inniger te binden aan wat daarboven is bij onzen God. bbox=[318, 1657, 593, 1769]
paragraph: De analyse was steeds de dood voor de liefde, en zelfs voor de waardeering die zij alleen wekken kan. bbox=[1195, 1253, 1471, 1277]
fragment-line: het zich de bekr bbox=[1495, 1111, 1574, 1123]
fragment-line: Hij schrijft t bbox=[1495, 808, 1554, 820]
paragraph: Doch, gelijk gezegd, al deze groepen laten we thans buiten bespreking. bbox=[903, 1265, 1178, 1290]
dateline: Amsterdam, 20 Mei 1892. bbox=[679, 528, 817, 541]
paragraph: Ten allen in anderen zin ook gezegd van de Kohlbrüggianen, die niet blijven, omdat ze de kerk goed vinden, maar omdat er onder de domine een Kohlbrüggiaan is. Dien volgen ze. Bij dien komen ze. Bij hem zijn ze aanhang, dat is voor hen de kerk. Is ook anderen zijn verkheiligen, vleeschvromen en huichelaars. bbox=[903, 1176, 1178, 1265]
fragment-line: bewust de gro bbox=[1495, 707, 1564, 719]
text-column-5 bbox=[1195, 167, 1471, 2139]
fragment-line: hoaken, wat zult bbox=[1495, 1641, 1575, 1653]
paragraph: Nu waren echter de resultaten waartoe de heer Bolland gekomen was, gelijk men van een Gymnasiaal leeraar uit Nederland verwachten kan, het Johannes-Evangelie geleerd. bbox=[1195, 1088, 1471, 1138]
paragraph: Naar kenteekenen van de ware kerk vragen dezulken dan ook niet. Meestal kennen ze zelfs hun belijdenis niet. Ze lezen die nooit, en weten soms niet eens waar er de drie vormen staan. bbox=[903, 1126, 1178, 1176]
column-rule bbox=[1186, 160, 1187, 2124]
paragraph: Verboden daarentegen is in dit gebod: 1°. alle onverschillig en hoogmoedig laten liggen van Gods heilige Openbaring; en 2°. alle bemoeiing met zijn heilige Openbaring, die niet strekt om Hem te verheerlijken, maar om ze te misbruiken voor een onheilig doel. bbox=[26, 987, 301, 1062]
fragment-line: Op den boden bbox=[1495, 833, 1562, 845]
fragment-line: wij niets meer w bbox=[1495, 1363, 1575, 1375]
fragment-line: Schepping van bbox=[1495, 1187, 1567, 1199]
fragment-line: Schrift. bbox=[1495, 1161, 1531, 1173]
fragment-line: van belang on bbox=[1495, 391, 1563, 403]
paragraph: De loop van het werk is geregeld. bbox=[1206, 1429, 1368, 1441]
paragraph: De Keizersgrachtkerk der Ned. Gereformeerden heeft dit wel. Daar groote achterste lokalen, daar achter deze kerk het groote kerkeraadslokaal met de school staat; en tusschen kerk en lokaal een breede plaats openstaat, waar een tent voor het ontbijt in op te staan. bbox=[611, 1177, 886, 1240]
fragment-line: alleen in de a bbox=[1495, 593, 1560, 606]
paragraph: Hij is leeraar aan het Gymnasium te Batavia, en heeft, niettegenstaande zijn vele beroepen, toch den tijd weten uit te woekeren, om een geheele reeks wijsgeerige geschriften ter perse te zenden, die hem doen kennen als een zeer scherpzinnig denker. Ook bij had de goedheid ons steeds zijn geschriften ter recensie toe te zenden, maar uiteraard het een theedverkoop zich daarop juist niet; ze waren geschreven op thans, voor bespreking in dit blad, en beter de wijsgeerige tijdschriften verkoopen, waar ze tooneel dan het het. bbox=[1195, 811, 1471, 936]
epigraph-reference: Hebr. 4 : 14. bbox=[240, 1261, 292, 1272]
paragraph: Niet dat hij anderen slechts nachreef. Integendeel zijn onderzoek droeg een ten deele oorspronkelijk karakter. Maar wie een heilig boek als het Evangelie van Johannes voor zich opslaat, zonder door den band des geloofs er geestelijk aan gebonden te zijn, kan natuurlijk tot geen ander resultaat komen, dan dat het niet is, wat het beweert te zijn. bbox=[1195, 1163, 1471, 1252]
paragraph: Wel geven ze dan toe, dat het elders doodsch is, en veel te wenschen overlaat. Ja, er zijn er die er rond voor uitkomen, dat ze in Hoorn en andere plaatsen wonende, niets van de Synodale kerk te dier plaatse zouden willen weten, maar, zoo zeggen ze, in dat geval verkeeren wij nu eenmaal niet. Ik woon hier in het midden mijner broederen; bij ons is alles wat het zijn moet; of ook waar er iets hapert, is dit in geen geval van zulk een gewicht, dat dit mij vrijheid zou geven, met mijne kerk te breken. bbox=[903, 292, 1178, 406]
fragment-line: om Johannes bbox=[1495, 404, 1557, 416]
fragment-line: zelve, gelijk bbox=[1495, 479, 1553, 491]
fragment-line: worden één e bbox=[1495, 227, 1561, 239]
fragment-line: koning met mono bbox=[1495, 1136, 1580, 1148]
fragment-line: eerste geslacht bbox=[1495, 720, 1569, 732]
fragment-line: verkondigd. God, bbox=[1495, 1540, 1578, 1552]
paragraph: En immers blijven op deze aarde kon hij evenmin. Reeds vroeger had hij in deze zondige wereld nooit zijn gebroken. De wereld had hem niet begrepen. Ze had hem gehaat. Hem tegengestaan. Zich aan hem vergrepen. En iets zoo had hij in deze aarde niet ontvangen. bbox=[318, 696, 593, 772]
paragraph: Ook de heer G. J. P. J. Bolland toch, tegen wien pastoor Van Santen het zwaard trok, is een man, wiens naam met eere dient genoemd te worden. bbox=[1195, 772, 1471, 810]
fragment-line: zich aan ee bbox=[1495, 328, 1549, 340]
fragment-line: of alles wereld w bbox=[1495, 1250, 1577, 1262]
fragment-line: deel een den bbox=[1495, 1212, 1557, 1224]
fragment-line: als waarheid wi bbox=[1495, 1388, 1571, 1400]
fragment-line: aangezien wij de bbox=[1495, 1275, 1576, 1287]
fragment-line: weinig waarde bbox=[1495, 492, 1566, 504]
paragraph: De heer P. J. van Santen, zich noemende pastoor van Batavia, zond ons een geschrift ter recensie toe, onder den titel: „Bolland's Johannes-Evangelie aan de Logica getoest”. Uitgave Ernst en Co. te Batavia—Noordwijk. bbox=[1195, 167, 1471, 216]
fragment-line: zichters, de bbox=[1495, 1565, 1551, 1577]
paragraph: Wat hoog en heilig in uw schatting is, moet nu eenmaal boven u zijn, en niet op aarde noch onder de aarde, maar veeleer hoog boven u in de hemelen moet de Fontein aller goeden zijn, waaruit alle genade en heilige vrede u toevloeit. bbox=[318, 204, 593, 267]
text-column-3 bbox=[611, 167, 886, 2139]
paragraph: Hij geeft eerst een hoofdstuk: Algemeene beschouwingen. Dan een tweede, waarin hij critiek geeft op de beweringen, waarvan de heer Bolland bij zijn critiek uitging. In hoofdstuk 3 en 4 volgt dan de critiek op wat de heer Bolland over de inwendige en uitwendige getuigenissen zeide. En eindelijk behandelt hij in hoofdstuk 5 de vraag: Wie de schrijver van het vierde Evangelie is. bbox=[1195, 1441, 1471, 1542]
paragraph: En hoe zou hij dan na zijn opstanding nog op deze wereld verkeerd hebben? bbox=[318, 772, 593, 798]
